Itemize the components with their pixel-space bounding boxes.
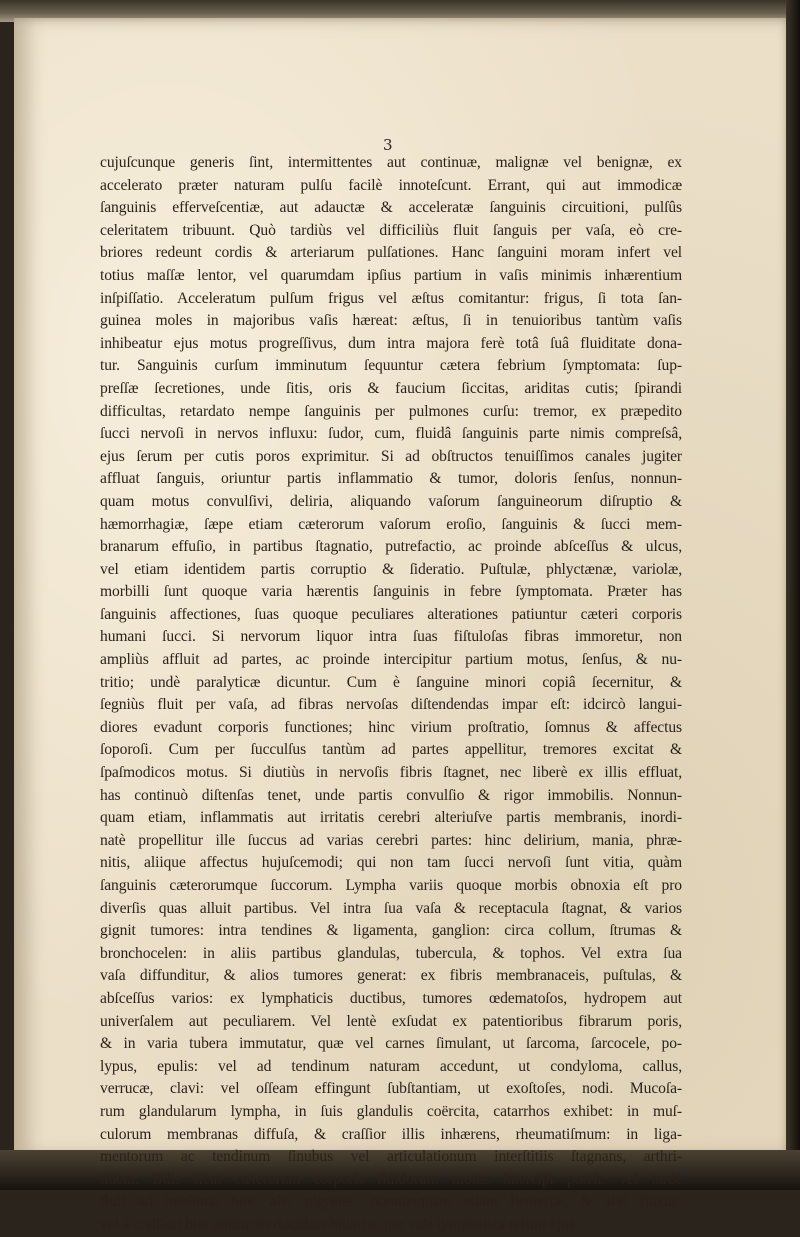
text-line: ejus ſerum per cutis poros exprimitur. Si ad obſtructos tenuiſſimos canales jugiter: [100, 447, 682, 465]
text-line: affluat ſanguis, oriuntur partis inflammatio & tumor, doloris ſenſus, nonnun-: [100, 470, 682, 488]
text-line: univerſalem aut peculiarem. Vel lentè exſudat ex patentioribus fibrarum poris,: [100, 1012, 682, 1030]
text-line: verrucæ, clavi: vel oſſeam effingunt ſubſtantiam, ut exoſtoſes, nodi. Mucoſa-: [100, 1080, 682, 1098]
page-right-edge: [786, 0, 800, 1190]
text-line: tritio; undè paralyticæ dicuntur. Cum è ſanguine minori copiâ ſecernitur, &: [100, 673, 682, 691]
text-line: ampliùs affluit ad partes, ac proinde intercipitur partium motus, ſenſus, & nu-: [100, 651, 682, 669]
text-line: ſoporoſi. Cum per ſucculſus tantùm ad partes appellitur, tremores excitat &: [100, 741, 682, 759]
text-line: fluit ad inteſtina, hinc alvi pigrities, nonnunquam etiam lienteriæ, & alvi fluxus:: [100, 1193, 682, 1211]
text-line: celeritatem tribuunt. Quò tardiùs vel difficiliùs fluit ſanguis per vaſa, eò cre-: [100, 221, 682, 239]
text-line: quam motus convulſivi, deliria, aliquando vaſorum ſanguineorum diſruptio &: [100, 492, 682, 510]
text-line: vel etiam identidem partis corruptio & ſideratio. Puſtulæ, phlyctænæ, variolæ,: [100, 560, 682, 578]
text-line: lypus, epulis: vel ad tendinum naturam accedunt, ut condyloma, callus,: [100, 1057, 682, 1075]
text-line: hæmorrhagiæ, ſæpe etiam cæterorum vaſorum eroſio, ſanguinis & ſucci mem-: [100, 515, 682, 533]
text-line: gignit tumores: intra tendines & ligamenta, ganglion: circa collum, ſtrumas &: [100, 922, 682, 940]
text-line: humani ſucci. Si nervorum liquor intra ſuas fiſtuloſas fibras immoretur, non: [100, 628, 682, 646]
text-line: ſanguinis cæterorumque ſuccorum. Lympha variis quoque morbis obnoxia eſt pro: [100, 877, 682, 894]
text-line: vaſa diffunditur, & alios tumores generat: ex fibris membranaceis, puſtulas, &: [100, 967, 682, 985]
text-line: guinea moles in majoribus vaſis hæreat: æſtus, ſi in tenuioribus tantùm vaſis: [100, 312, 682, 330]
text-line: bronchocelen: in aliis partibus glandulas, tubercula, & tophos. Vel extra ſua: [100, 944, 682, 962]
text-line: ſanguinis efferveſcentiæ, aut adauctæ & acceleratæ ſanguinis circuitioni, pulſûs: [100, 199, 682, 217]
text-line: rum glandularum lympha, in ſuis glandulis coërcita, catarrhos exhibet: in muſ-: [100, 1102, 682, 1120]
text-line: briores redeunt cordis & arteriarum pulſationes. Hanc ſanguini moram infert vel: [100, 244, 682, 262]
text-line: tur. Sanguinis curſum imminutum ſequuntur cætera febrium ſymptomata: ſup-: [100, 357, 682, 375]
text-line: ſegniùs fluit per vaſa, ad fibras nervoſas diſtendendas impar eſt: idcircò langui-: [100, 696, 682, 714]
text-line: nitis, aliique affectus hujuſcemodi; qui non tam ſucci nervoſi ſunt vitia, quàm: [100, 854, 682, 872]
text-line: vel à craſſiori bile obſtructis ductibus biliariis, per vaſa lymphatica refluit ejus: [100, 1215, 575, 1233]
text-line: inſpiſſatio. Acceleratum pulſum frigus vel æſtus comitantur: frigus, ſi tota ſan-: [100, 289, 682, 307]
text-line: ſpaſmodicos motus. Si diutiùs in nervoſis fibris ſtagnet, nec liberè ex illis effluat,: [100, 764, 682, 782]
text-line: accelerato præter naturam pulſu facilè innoteſcunt. Errant, qui aut immodicæ: [100, 176, 682, 194]
text-line: natè propellitur ille ſuccus ad varias cerebri partes: hinc delirium, mania, phræ-: [100, 831, 682, 849]
text-line: preſſæ ſecretiones, unde ſitis, oris & faucium ſiccitas, ariditas cutis; ſpirandi: [100, 379, 682, 397]
page-number: 3: [383, 136, 393, 154]
text-line: culorum membranas diffuſa, & craſſior illis inhærens, rheumatiſmum: in liga-: [100, 1125, 682, 1143]
text-line: ſanguinis affectiones, ſuas quoque peculiares alterationes patiuntur cæteri corporis: [100, 605, 682, 623]
text-line: diores evadunt corporis functiones; hinc virium proſtratio, ſomnus & affectus: [100, 718, 682, 736]
text-line: branarum effuſio, in partibus ſtagnatio, putrefactio, ac proinde abſceſſus & ulcus,: [100, 538, 682, 556]
text-line: morbilli ſunt quoque varia hærentis ſanguinis in febre ſymptomata. Præter has: [100, 583, 682, 601]
body-text: [100, 152, 682, 1237]
text-line: totius maſſæ lentor, vel quarumdam ipſius partium in vaſis minimis inhærentium: [100, 266, 682, 284]
text-line: difficultas, retardato nempe ſanguinis per pulmones curſu: tremor, ex præpedito: [100, 402, 682, 420]
text-line: diverſis quas alluit partibus. Vel intra ſua vaſa & receptacula ſtagnat, & varios: [100, 899, 682, 917]
text-line: ſucci nervoſi in nervos influxu: ſudor, cum, fluidâ ſanguinis parte nimis compreſsâ,: [100, 425, 682, 443]
text-line: has continuò diſtenſas tenet, unde partis convulſio & rigor immobilis. Nonnun-: [100, 786, 682, 804]
text-line: tidem. Bilis ſicut cæterorum corporis fluidorum motus intercipi poteſt: vel tardè: [100, 1170, 682, 1188]
text-line: & in varia tubera immutatur, quæ vel carnes ſimulant, ut ſarcoma, ſarcocele, po-: [100, 1035, 682, 1053]
text-line: cujuſcunque generis ſint, intermittentes aut continuæ, malignæ vel benignæ, ex: [100, 154, 682, 171]
text-line: mentorum ac tendinum ſinubus vel articulationum interſtitiis ſtagnans, arthri-: [100, 1148, 682, 1166]
text-line: quam etiam, inflammatis aut irritatis cerebri alteriuſve partis membranis, inordi-: [100, 809, 682, 827]
text-line: abſceſſus varios: ex lymphaticis ductibus, tumores œdematoſos, hydropem aut: [100, 989, 682, 1007]
text-line: inhibeatur ejus motus progreſſivus, dum intra majora ferè totâ ſuâ fluiditate dona-: [100, 334, 682, 352]
